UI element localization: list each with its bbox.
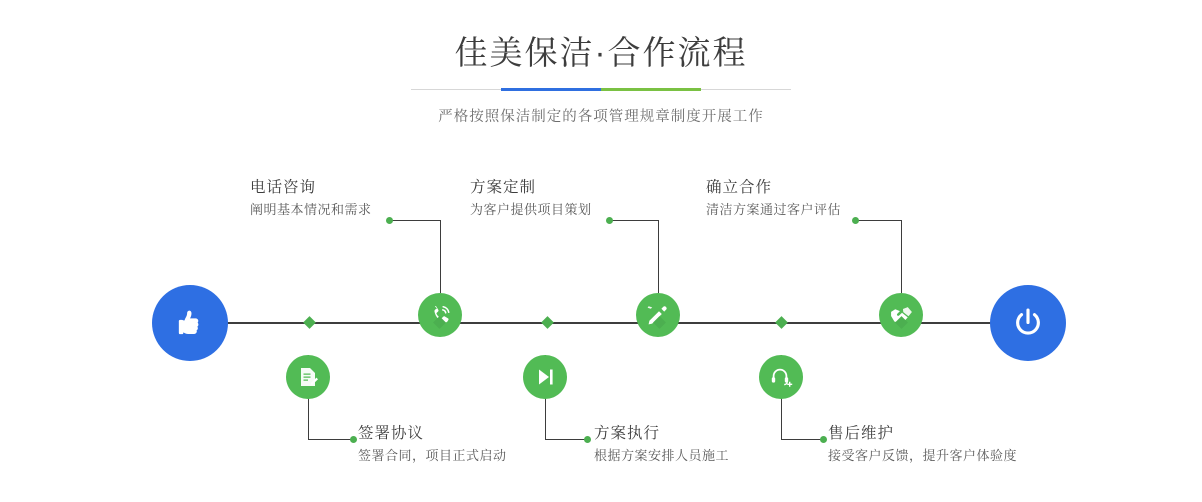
process-timeline (0, 165, 1202, 495)
node-icon-plan-customize[interactable] (636, 293, 680, 337)
header (0, 30, 1202, 126)
node-title: 售后维护 (828, 425, 895, 442)
connector-line (856, 220, 902, 221)
connector-line (545, 439, 587, 440)
connector-line (901, 220, 902, 293)
connector-endpoint-dot (386, 217, 393, 224)
thumbs-up-icon (173, 306, 207, 340)
axis-node-dot (541, 316, 554, 329)
connector-line (308, 439, 353, 440)
connector-endpoint-dot (606, 217, 613, 224)
document-edit-icon (296, 365, 320, 389)
node-desc: 阐明基本情况和需求 (250, 202, 372, 217)
node-desc: 清洁方案通过客户评估 (706, 202, 842, 217)
timeline-end-button[interactable] (990, 285, 1066, 361)
node-desc: 签署合同，项目正式启动 (358, 448, 507, 463)
connector-line (440, 220, 441, 293)
node-label-plan-execute (594, 423, 729, 467)
title-divider (411, 88, 791, 91)
node-title: 电话咨询 (250, 179, 317, 196)
node-icon-sign-agreement[interactable] (286, 355, 330, 399)
node-title: 方案定制 (470, 179, 537, 196)
node-desc: 根据方案安排人员施工 (594, 448, 730, 463)
divider-green-segment (601, 88, 701, 91)
node-label-sign-agreement (358, 423, 507, 467)
timeline-start-button[interactable] (152, 285, 228, 361)
node-label-after-sales (828, 423, 1017, 467)
node-label-phone-consult (250, 177, 372, 221)
divider-blue-segment (501, 88, 601, 91)
page-subtitle: 严格按照保洁制定的各项管理规章制度开展工作 (438, 109, 764, 125)
node-desc: 接受客户反馈，提升客户体验度 (828, 448, 1018, 463)
connector-endpoint-dot (584, 436, 591, 443)
node-desc: 为客户提供项目策划 (470, 202, 592, 217)
node-title: 确立合作 (706, 179, 773, 196)
play-forward-icon (533, 365, 557, 389)
node-icon-phone-consult[interactable] (418, 293, 462, 337)
connector-endpoint-dot (350, 436, 357, 443)
node-icon-after-sales[interactable] (759, 355, 803, 399)
node-label-plan-customize (470, 177, 592, 221)
node-title: 签署协议 (358, 425, 425, 442)
node-label-establish-cooperation (706, 177, 841, 221)
connector-endpoint-dot (820, 436, 827, 443)
axis-node-dot (775, 316, 788, 329)
connector-line (390, 220, 441, 221)
headset-support-icon (769, 365, 793, 389)
page-title: 佳美保洁·合作流程 (454, 34, 748, 71)
connector-endpoint-dot (852, 217, 859, 224)
axis-node-dot (303, 316, 316, 329)
node-title: 方案执行 (594, 425, 661, 442)
node-icon-plan-execute[interactable] (523, 355, 567, 399)
connector-line (658, 220, 659, 293)
power-icon (1010, 305, 1046, 341)
connector-line (781, 439, 823, 440)
connector-line (610, 220, 659, 221)
